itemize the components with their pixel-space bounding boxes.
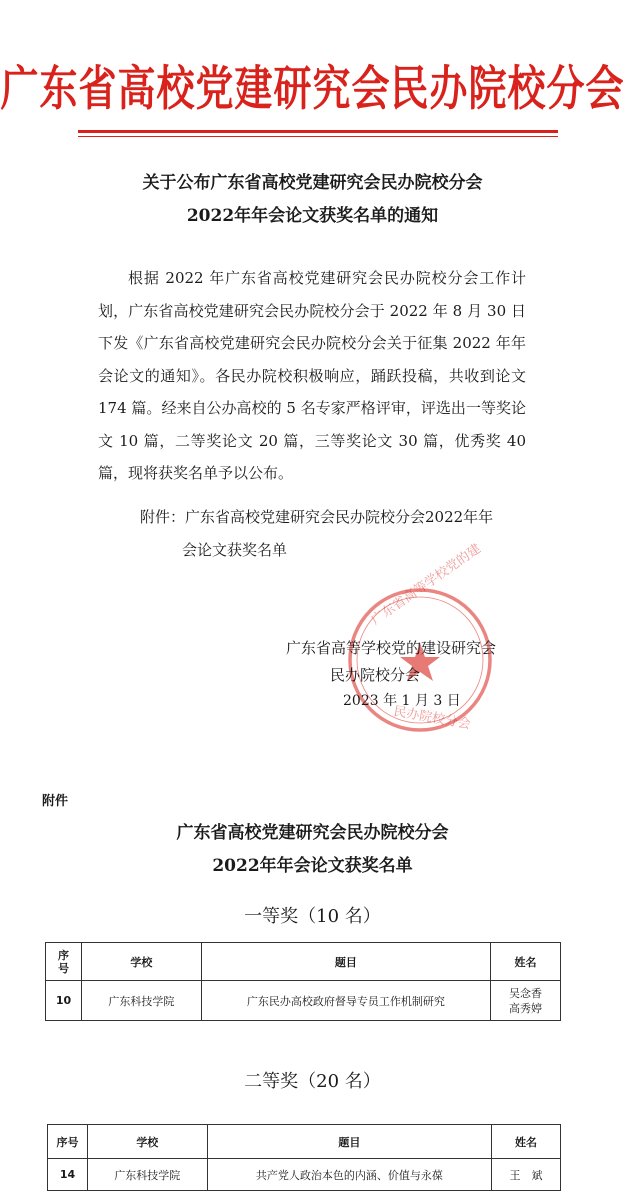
table-header-row: [46, 943, 561, 981]
letterhead-rule-thin: [78, 136, 558, 137]
attachment-line1: 附件：广东省高校党建研究会民办院校分会2022年年: [140, 508, 494, 526]
annex-title-line2: 2022年年会论文获奖名单: [212, 856, 413, 876]
col-header-school: 学校: [81, 943, 201, 981]
row-school: 广东科技学院: [81, 981, 201, 1021]
svg-text:广东省高等学校党的建: 广东省高等学校党的建: [368, 541, 484, 629]
table-header-row: [48, 1125, 561, 1159]
second-prize-table: [47, 1124, 561, 1191]
row-name-2: 高秀婷: [509, 1001, 543, 1015]
signature-date: 2023 年 1 月 3 日: [343, 693, 461, 709]
first-prize-heading: 一等奖（10 名）: [244, 906, 381, 927]
col-header-name: 姓名: [492, 1125, 561, 1159]
notice-body: 根据 2022 年广东省高校党建研究会民办院校分会工作计划，广东省高校党建研究会民办院校分会于 2022 年 8 月 30 日下发《广东省高校党建研究会民办院校分会关于征集 2022 年年会论文的通知》。各民办院校积极响应，踊跃投稿，共收到论文 174 篇。经来自公办高校的 5 名专家严格评审，评选出一等奖论文 10 篇，二等奖论文 20 篇，三等奖论文 30 篇，优秀奖 40 篇，现将获奖名单予以公布。: [98, 269, 526, 482]
col-header-title: 题目: [207, 1125, 491, 1159]
row-title: 广东民办高校政府督导专员工作机制研究: [201, 981, 490, 1021]
col-header-no: 序 号: [46, 943, 82, 981]
attachment-line2: 会论文获奖名单: [182, 541, 288, 559]
row-school: 广东科技学院: [87, 1159, 207, 1191]
first-prize-table: [45, 942, 561, 1021]
signature-branch: 民办院校分会: [330, 666, 421, 684]
row-name: 王 斌: [492, 1159, 561, 1191]
row-no: 14: [48, 1159, 88, 1191]
table-row: [46, 981, 561, 1021]
row-no: 10: [46, 981, 82, 1021]
row-name-1: 吴念香: [509, 986, 543, 1000]
official-seal-stamp: [345, 541, 495, 735]
letterhead-rule-thick: [78, 130, 558, 133]
row-names: [491, 981, 561, 1021]
col-header-title: 题目: [201, 943, 490, 981]
annex-title-line1: 广东省高校党建研究会民办院校分会: [176, 823, 449, 843]
svg-text:民办院校分会: 民办院校分会: [392, 704, 472, 733]
second-prize-heading: 二等奖（20 名）: [244, 1071, 381, 1092]
signature-organization: 广东省高等学校党的建设研究会: [286, 639, 497, 657]
annex-label: 附件: [42, 794, 69, 809]
col-header-name: 姓名: [491, 943, 561, 981]
notice-title-line1: 关于公布广东省高校党建研究会民办院校分会: [142, 173, 483, 193]
col-header-school: 学校: [87, 1125, 207, 1159]
letterhead-title: 广东省高校党建研究会民办院校分会: [0, 61, 625, 117]
table-row: [48, 1159, 561, 1191]
col-header-no: 序号: [48, 1125, 88, 1159]
notice-title-line2: 2022年年会论文获奖名单的通知: [186, 206, 439, 226]
row-title: 共产党人政治本色的内涵、价值与永葆: [207, 1159, 491, 1191]
